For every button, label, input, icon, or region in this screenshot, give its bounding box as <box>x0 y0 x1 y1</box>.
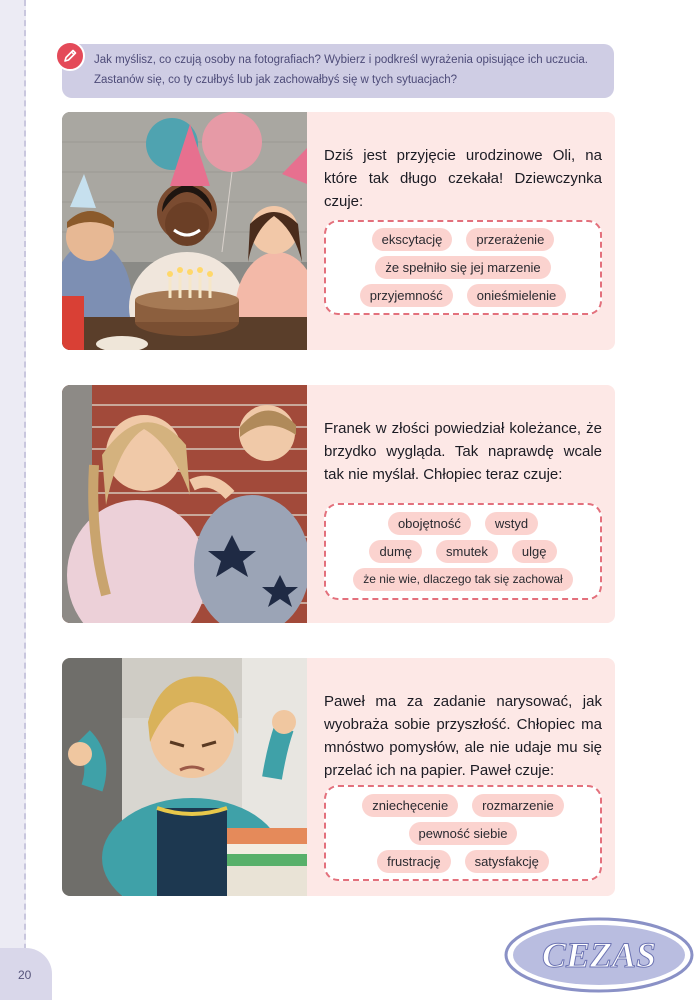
story-text: Paweł ma za zadanie narysować, jak wyobraża sobie przyszłość. Chłopiec ma mnóstwo pomysłów, ale nie udaje mu się przelać ich na papier. Paweł czuje: <box>324 693 602 779</box>
options-row <box>362 794 563 817</box>
feeling-option[interactable]: ulgę <box>512 540 557 563</box>
task-instruction: Jak myślisz, co czują osoby na fotografiach? Wybierz i podkreśl wyrażenia opisujące ich uczucia. Zastanów się, co ty czułbyś lub jak zachowałbyś się w tych sytuacjach? <box>62 44 614 98</box>
options-row <box>372 228 555 251</box>
feeling-option[interactable]: ekscytację <box>372 228 453 251</box>
photo-birthday-party <box>62 112 307 350</box>
feeling-option[interactable]: że spełniło się jej marzenie <box>375 256 550 279</box>
options-row <box>409 822 518 845</box>
feeling-option[interactable]: obojętność <box>388 512 471 535</box>
options-row <box>377 850 549 873</box>
page-number: 20 <box>18 968 32 982</box>
exercise-card-argument <box>62 385 615 623</box>
feeling-option[interactable]: dumę <box>369 540 422 563</box>
options-row <box>369 540 556 563</box>
feeling-option[interactable]: rozmarzenie <box>472 794 564 817</box>
feeling-option[interactable]: satysfakcję <box>465 850 549 873</box>
options-row <box>388 512 538 535</box>
story-text: Dziś jest przyjęcie urodzinowe Oli, na które tak długo czekała! Dziewczynka czuje: <box>324 147 602 210</box>
page-binding-strip <box>0 0 26 1000</box>
feelings-options <box>324 503 602 600</box>
photo-frustrated-boy <box>62 658 307 896</box>
exercise-card-birthday <box>62 112 615 350</box>
feeling-option[interactable]: zniechęcenie <box>362 794 458 817</box>
exercise-card-drawing <box>62 658 615 896</box>
feeling-option[interactable]: onieśmielenie <box>467 284 567 307</box>
feelings-options <box>324 220 602 315</box>
photo-children-brick-wall <box>62 385 307 623</box>
cezas-logo <box>503 916 695 994</box>
story-text: Franek w złości powiedział koleżance, że brzydko wygląda. Tak naprawdę wcale tak nie myślał. Chłopiec teraz czuje: <box>324 420 602 483</box>
pencil-icon <box>55 41 85 71</box>
options-row <box>353 568 572 591</box>
feelings-options <box>324 785 602 881</box>
logo-text: CEZAS <box>541 935 657 975</box>
feeling-option[interactable]: frustrację <box>377 850 450 873</box>
feeling-option[interactable]: że nie wie, dlaczego tak się zachował <box>353 568 572 591</box>
feeling-option[interactable]: wstyd <box>485 512 538 535</box>
feeling-option[interactable]: przerażenie <box>466 228 554 251</box>
feeling-option[interactable]: pewność siebie <box>409 822 518 845</box>
feeling-option[interactable]: smutek <box>436 540 498 563</box>
options-row <box>360 284 566 307</box>
feeling-option[interactable]: przyjemność <box>360 284 453 307</box>
options-row <box>375 256 550 279</box>
